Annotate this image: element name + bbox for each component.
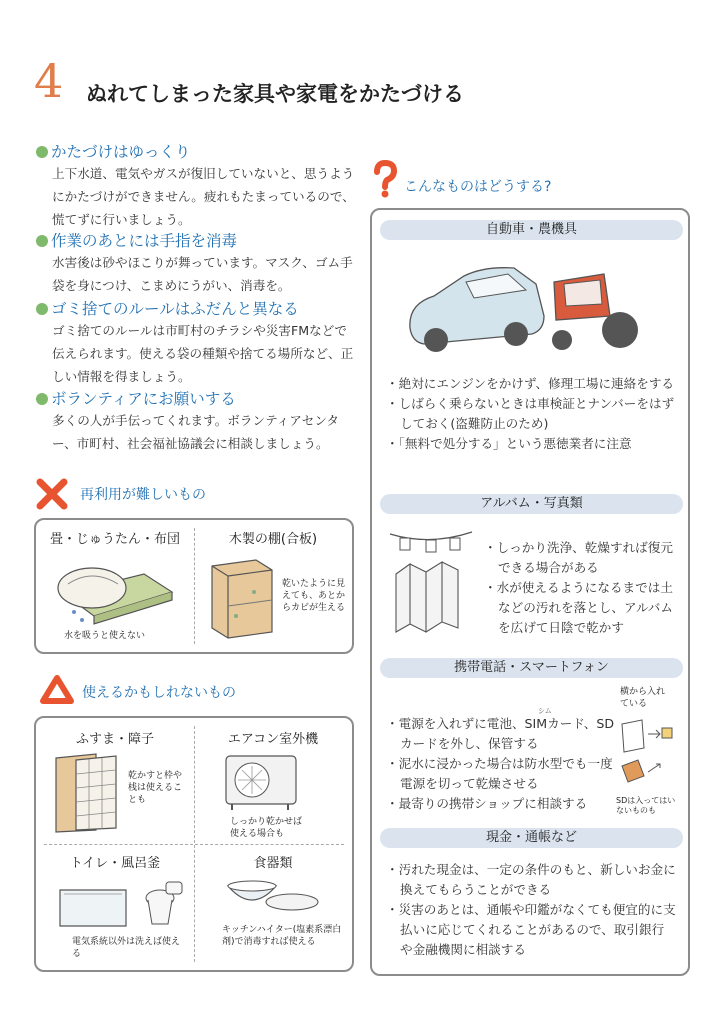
section-band-cash: 現金・通帳など — [380, 828, 683, 848]
sim-ruby: シム — [538, 707, 552, 715]
wooden-shelf-illustration — [206, 556, 276, 640]
bullet-item: ・泥水に浸かった場合は防水型でも一度電源を切って乾燥させる — [386, 756, 613, 791]
tip-heading: かたづけはゆっくり — [36, 140, 357, 162]
tip-heading: ゴミ捨てのルールはふだんと異なる — [36, 297, 357, 319]
bullet-item: ・水が使えるようになるまでは土などの汚れを落とし、アルバムを広げて日陰で乾かす — [484, 580, 673, 635]
cars-bullets — [386, 374, 676, 454]
faq-heading: こんなものはどうする? — [404, 179, 552, 195]
question-mark-icon — [372, 160, 398, 198]
tip-3 — [36, 297, 357, 388]
car-tractor-illustration — [404, 254, 644, 366]
phone-note: 横から入れている — [620, 687, 666, 709]
tip-heading: 作業のあとには手指を消毒 — [36, 229, 357, 251]
bullet-item: ・災害のあとは、通帳や印鑑がなくても便宜的に支払いに応じてくれることがあるので、取引銀行や金融機関に相談する — [386, 902, 676, 957]
bath-toilet-illustration — [56, 876, 186, 932]
aircon-outdoor-unit-illustration — [222, 752, 302, 812]
page-title: ぬれてしまった家具や家電をかたづける — [86, 81, 464, 106]
bullet-item: ・汚れた現金は、一定の条件のもと、新しいお金に換えてもらうことができる — [386, 862, 676, 897]
bullet-dot-icon — [36, 303, 48, 315]
bullet-item: ・電源を入れずに電池、SIMカード、SDカードを外し、保管する — [386, 716, 615, 751]
tip-4 — [36, 387, 357, 455]
section-band-phones: 携帯電話・スマートフォン — [380, 658, 683, 678]
tip-2 — [36, 229, 357, 297]
item-note: 乾いたように見えても、あとからカビが生える — [282, 579, 346, 613]
album-drying-illustration — [386, 524, 476, 636]
bullet-dot-icon — [36, 393, 48, 405]
section-band-cars: 自動車・農機具 — [380, 220, 683, 240]
sim-card-illustration — [616, 714, 676, 794]
tip-1 — [36, 140, 357, 231]
item-note: 乾かすと枠や桟は使えることも — [128, 771, 183, 805]
tip-heading: ボランティアにお願いする — [36, 387, 357, 409]
item-note: しっかり乾かせば使える場合も — [230, 817, 303, 839]
item-note: 電気系統以外は洗えば使える — [72, 937, 181, 959]
tip-body: ゴミ捨てのルールは市町村のチラシや災害FMなどで伝えられます。使える袋の種類や捨てる場所など、正しい情報を得ましょう。 — [52, 323, 354, 384]
phones-bullets — [386, 714, 618, 814]
chapter-number: 4 — [34, 54, 64, 108]
bullet-item: ・絶対にエンジンをかけず、修理工場に連絡をする — [386, 376, 675, 391]
item-title: 木製の棚(合板) — [228, 532, 318, 547]
section-band-albums: アルバム・写真類 — [380, 494, 683, 514]
bullet-item: ・しっかり洗浄、乾燥すれば復元できる場合がある — [484, 540, 673, 575]
cross-icon — [36, 478, 68, 510]
tip-body: 上下水道、電気やガスが復旧していないと、思うようにかたづけができません。疲れもたまっているので、慌てずに行いましょう。 — [52, 166, 355, 227]
item-title: エアコン室外機 — [227, 732, 319, 747]
bullet-item: ・最寄りの携帯ショップに相談する — [386, 796, 588, 811]
bullet-dot-icon — [36, 146, 48, 158]
bullet-item: ・しばらく乗らないときは車検証とナンバーをはずしておく(盗難防止のため) — [386, 396, 675, 431]
phone-note: SDは入ってはいないものも — [616, 796, 676, 815]
item-note: キッチンハイター(塩素系漂白剤)で消毒すれば使える — [222, 925, 342, 947]
item-title: ふすま・障子 — [75, 732, 154, 747]
item-title: 食器類 — [253, 856, 293, 871]
hard-to-reuse-box — [34, 518, 354, 654]
fusuma-shoji-illustration — [52, 752, 122, 834]
bullet-item: ・「無料で処分する」という悪徳業者に注意 — [386, 436, 632, 451]
tip-body: 多くの人が手伝ってくれます。ボランティアセンター、市町村、社会福祉協議会に相談しましょう。 — [52, 413, 340, 451]
tip-body: 水害後は砂やほこりが舞っています。マスク、ゴム手袋を身につけ、こまめにうがい、消毒を。 — [52, 255, 353, 293]
item-title: 畳・じゅうたん・布団 — [49, 532, 180, 547]
tableware-illustration — [222, 874, 322, 922]
hard-to-reuse-heading: 再利用が難しいもの — [80, 487, 206, 503]
maybe-usable-box — [34, 716, 354, 972]
tatami-futon-illustration — [54, 554, 174, 626]
cash-bullets — [386, 860, 676, 960]
item-title: トイレ・風呂釜 — [69, 856, 161, 871]
albums-bullets — [484, 538, 678, 638]
item-note: 水を吸うと使えない — [64, 631, 146, 641]
triangle-icon — [40, 674, 74, 704]
maybe-usable-heading: 使えるかもしれないもの — [82, 685, 236, 701]
bullet-dot-icon — [36, 235, 48, 247]
